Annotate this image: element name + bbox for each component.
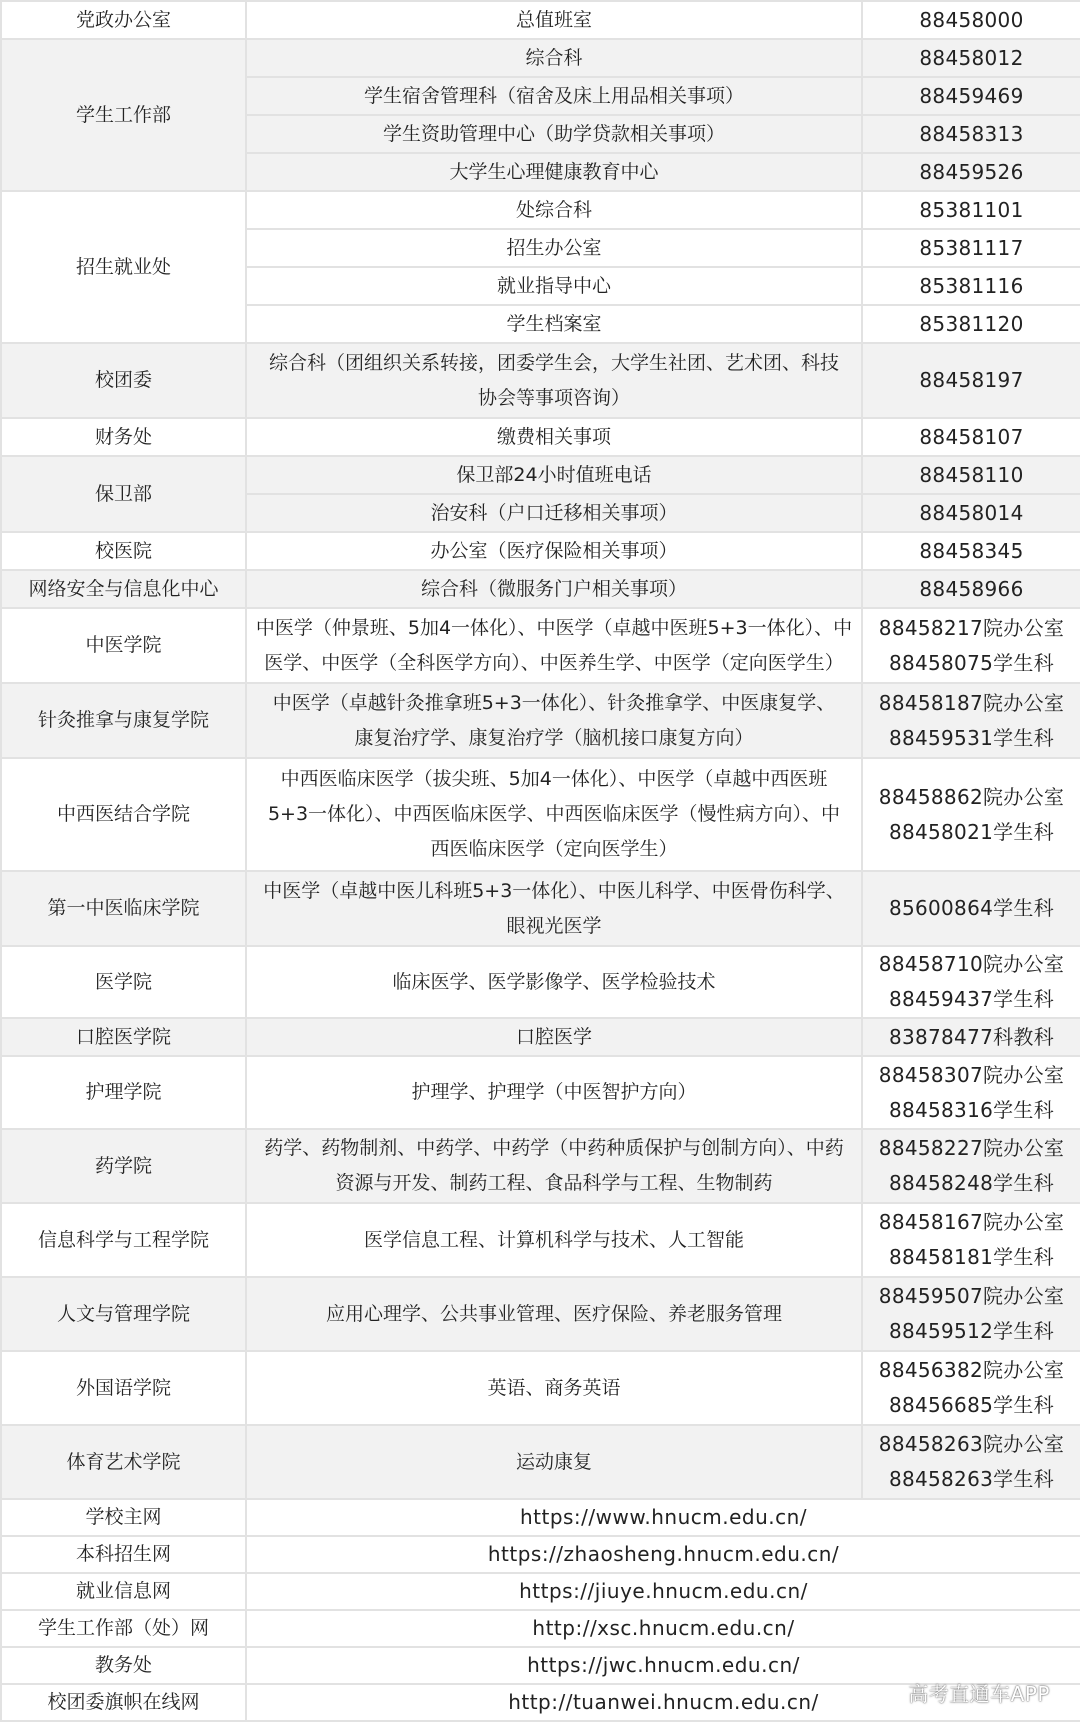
phone-cell [862, 608, 1080, 683]
phone-cell: 88458012 [862, 39, 1080, 77]
sub-dept-line: 综合科（团组织关系转接，团委学生会，大学生社团、艺术团、科技 [268, 351, 839, 374]
phone-line: 88459531学生科 [888, 725, 1055, 750]
dept-cell: 药学院 [1, 1129, 246, 1203]
table-row [1, 532, 1080, 570]
sub-dept-line: 中医学（卓越针灸推拿班5+3一体化）、针灸推拿学、中医康复学、 [272, 691, 836, 714]
sub-dept-cell [246, 608, 862, 683]
phone-cell [862, 1351, 1080, 1425]
table-row [1, 1277, 1080, 1351]
phone-line: 88459437学生科 [888, 987, 1055, 1011]
sub-dept-cell: 学生资助管理中心（助学贷款相关事项） [246, 115, 862, 153]
dept-cell: 校医院 [1, 532, 246, 570]
phone-cell: 88458000 [862, 1, 1080, 39]
phone-cell [862, 1425, 1080, 1499]
phone-cell: 85381101 [862, 191, 1080, 229]
phone-cell: 88458107 [862, 418, 1080, 456]
table-row [1, 418, 1080, 456]
sub-dept-cell: 就业指导中心 [246, 267, 862, 305]
phone-cell: 85381120 [862, 305, 1080, 343]
table-row [1, 1129, 1080, 1203]
sub-dept-line: 5+3一体化）、中西医临床医学、中西医临床医学（慢性病方向）、中 [267, 803, 841, 825]
dept-cell: 医学院 [1, 946, 246, 1018]
phone-cell: 88458197 [862, 343, 1080, 418]
website-link[interactable]: http://xsc.hnucm.edu.cn/ [246, 1610, 1080, 1647]
phone-line: 88458227院办公室 [878, 1136, 1065, 1160]
phone-cell: 85381117 [862, 229, 1080, 267]
phone-line: 88459512学生科 [888, 1319, 1055, 1343]
phone-cell [862, 1129, 1080, 1203]
phone-line: 88458263学生科 [888, 1467, 1055, 1491]
phone-line: 88458710院办公室 [878, 952, 1065, 976]
table-row [1, 1203, 1080, 1277]
sub-dept-line: 西医临床医学（定向医学生） [430, 838, 678, 860]
website-link[interactable]: https://www.hnucm.edu.cn/ [246, 1499, 1080, 1536]
phone-line: 88459507院办公室 [878, 1284, 1065, 1308]
table-row [1, 683, 1080, 758]
sub-dept-cell: 保卫部24小时值班电话 [246, 456, 862, 494]
phone-line: 88458187院办公室 [878, 690, 1065, 715]
phone-cell: 88458014 [862, 494, 1080, 532]
sub-dept-line: 中西医临床医学（拔尖班、5加4一体化）、中医学（卓越中西医班 [280, 768, 828, 790]
website-link[interactable]: https://jwc.hnucm.edu.cn/ [246, 1647, 1080, 1684]
website-name: 本科招生网 [1, 1536, 246, 1573]
dept-cell: 第一中医临床学院 [1, 871, 246, 946]
phone-cell [862, 758, 1080, 871]
dept-cell: 网络安全与信息化中心 [1, 570, 246, 608]
table-row [1, 456, 1080, 494]
table-row [1, 343, 1080, 418]
website-row [1, 1499, 1080, 1536]
sub-dept-cell: 总值班室 [246, 1, 862, 39]
website-name: 就业信息网 [1, 1573, 246, 1610]
dept-cell: 保卫部 [1, 456, 246, 532]
table-row [1, 1018, 1080, 1056]
table-row [1, 946, 1080, 1018]
dept-cell: 人文与管理学院 [1, 1277, 246, 1351]
sub-dept-cell: 综合科（微服务门户相关事项） [246, 570, 862, 608]
website-name: 校团委旗帜在线网 [1, 1684, 246, 1721]
table-row [1, 570, 1080, 608]
sub-dept-cell [246, 871, 862, 946]
phone-line: 88458862院办公室 [878, 784, 1065, 809]
dept-cell: 针灸推拿与康复学院 [1, 683, 246, 758]
phone-line: 88458075学生科 [888, 650, 1055, 675]
table-row [1, 1056, 1080, 1129]
table-row [1, 608, 1080, 683]
table-row [1, 39, 1080, 77]
dept-cell: 学生工作部 [1, 39, 246, 191]
phone-line: 88458248学生科 [888, 1171, 1055, 1195]
sub-dept-line: 眼视光医学 [506, 914, 602, 937]
website-row [1, 1573, 1080, 1610]
sub-dept-cell [246, 343, 862, 418]
dept-cell: 党政办公室 [1, 1, 246, 39]
sub-dept-cell: 临床医学、医学影像学、医学检验技术 [246, 946, 862, 1018]
website-row [1, 1536, 1080, 1573]
table-row [1, 871, 1080, 946]
phone-cell [862, 1056, 1080, 1129]
phone-cell [862, 683, 1080, 758]
table-row [1, 1, 1080, 39]
phone-cell: 88458110 [862, 456, 1080, 494]
phone-line: 88458181学生科 [888, 1245, 1055, 1269]
phone-cell: 88458345 [862, 532, 1080, 570]
sub-dept-cell: 缴费相关事项 [246, 418, 862, 456]
table-row [1, 191, 1080, 229]
website-name: 学校主网 [1, 1499, 246, 1536]
phone-line: 88458021学生科 [888, 819, 1055, 844]
website-link[interactable]: http://tuanwei.hnucm.edu.cn/ [246, 1684, 1080, 1721]
sub-dept-line: 康复治疗学、康复治疗学（脑机接口康复方向） [354, 726, 754, 749]
phone-line: 88456382院办公室 [878, 1358, 1065, 1382]
dept-cell: 体育艺术学院 [1, 1425, 246, 1499]
sub-dept-cell: 学生档案室 [246, 305, 862, 343]
sub-dept-cell [246, 1129, 862, 1203]
website-row [1, 1610, 1080, 1647]
website-name: 教务处 [1, 1647, 246, 1684]
dept-cell: 外国语学院 [1, 1351, 246, 1425]
website-link[interactable]: https://zhaosheng.hnucm.edu.cn/ [246, 1536, 1080, 1573]
sub-dept-line: 医学、中医学（全科医学方向）、中医养生学、中医学（定向医学生） [264, 651, 844, 674]
sub-dept-cell: 应用心理学、公共事业管理、医疗保险、养老服务管理 [246, 1277, 862, 1351]
phone-cell: 85381116 [862, 267, 1080, 305]
phone-line: 88458167院办公室 [878, 1210, 1065, 1234]
sub-dept-line: 药学、药物制剂、中药学、中药学（中药种质保护与创制方向）、中药 [264, 1137, 844, 1159]
sub-dept-cell: 英语、商务英语 [246, 1351, 862, 1425]
sub-dept-cell: 护理学、护理学（中医智护方向） [246, 1056, 862, 1129]
sub-dept-line: 中医学（仲景班、5加4一体化）、中医学（卓越中医班5+3一体化）、中 [255, 616, 853, 639]
phone-cell: 88459469 [862, 77, 1080, 115]
sub-dept-cell: 学生宿舍管理科（宿舍及床上用品相关事项） [246, 77, 862, 115]
table-row [1, 1351, 1080, 1425]
sub-dept-line: 协会等事项咨询） [477, 386, 630, 409]
phone-cell: 88459526 [862, 153, 1080, 191]
sub-dept-cell [246, 758, 862, 871]
sub-dept-cell: 治安科（户口迁移相关事项） [246, 494, 862, 532]
sub-dept-line: 资源与开发、制药工程、食品科学与工程、生物制药 [335, 1172, 773, 1194]
phone-cell: 83878477科教科 [862, 1018, 1080, 1056]
dept-cell: 招生就业处 [1, 191, 246, 343]
phone-cell: 85600864学生科 [862, 871, 1080, 946]
sub-dept-cell: 综合科 [246, 39, 862, 77]
phone-line: 88458263院办公室 [878, 1432, 1065, 1456]
dept-cell: 中医学院 [1, 608, 246, 683]
sub-dept-cell: 处综合科 [246, 191, 862, 229]
dept-cell: 校团委 [1, 343, 246, 418]
dept-cell: 口腔医学院 [1, 1018, 246, 1056]
watermark: 高考直通车APP [908, 1682, 1050, 1706]
phone-line: 88456685学生科 [888, 1393, 1055, 1417]
sub-dept-cell: 医学信息工程、计算机科学与技术、人工智能 [246, 1203, 862, 1277]
sub-dept-cell: 大学生心理健康教育中心 [246, 153, 862, 191]
phone-cell [862, 1203, 1080, 1277]
phone-cell [862, 946, 1080, 1018]
dept-cell: 信息科学与工程学院 [1, 1203, 246, 1277]
sub-dept-cell: 招生办公室 [246, 229, 862, 267]
sub-dept-cell: 运动康复 [246, 1425, 862, 1499]
dept-cell: 中西医结合学院 [1, 758, 246, 871]
sub-dept-line: 中医学（卓越中医儿科班5+3一体化）、中医儿科学、中医骨伤科学、 [263, 879, 845, 902]
sub-dept-cell [246, 683, 862, 758]
phone-line: 88458217院办公室 [878, 615, 1065, 640]
phone-cell [862, 1277, 1080, 1351]
table-row [1, 1425, 1080, 1499]
phone-cell: 88458966 [862, 570, 1080, 608]
phone-cell: 88458313 [862, 115, 1080, 153]
phone-line: 88458316学生科 [888, 1097, 1055, 1122]
website-link[interactable]: https://jiuye.hnucm.edu.cn/ [246, 1573, 1080, 1610]
sub-dept-cell: 办公室（医疗保险相关事项） [246, 532, 862, 570]
table-row [1, 758, 1080, 871]
phone-line: 88458307院办公室 [878, 1062, 1065, 1087]
dept-cell: 财务处 [1, 418, 246, 456]
website-name: 学生工作部（处）网 [1, 1610, 246, 1647]
dept-cell: 护理学院 [1, 1056, 246, 1129]
sub-dept-cell: 口腔医学 [246, 1018, 862, 1056]
